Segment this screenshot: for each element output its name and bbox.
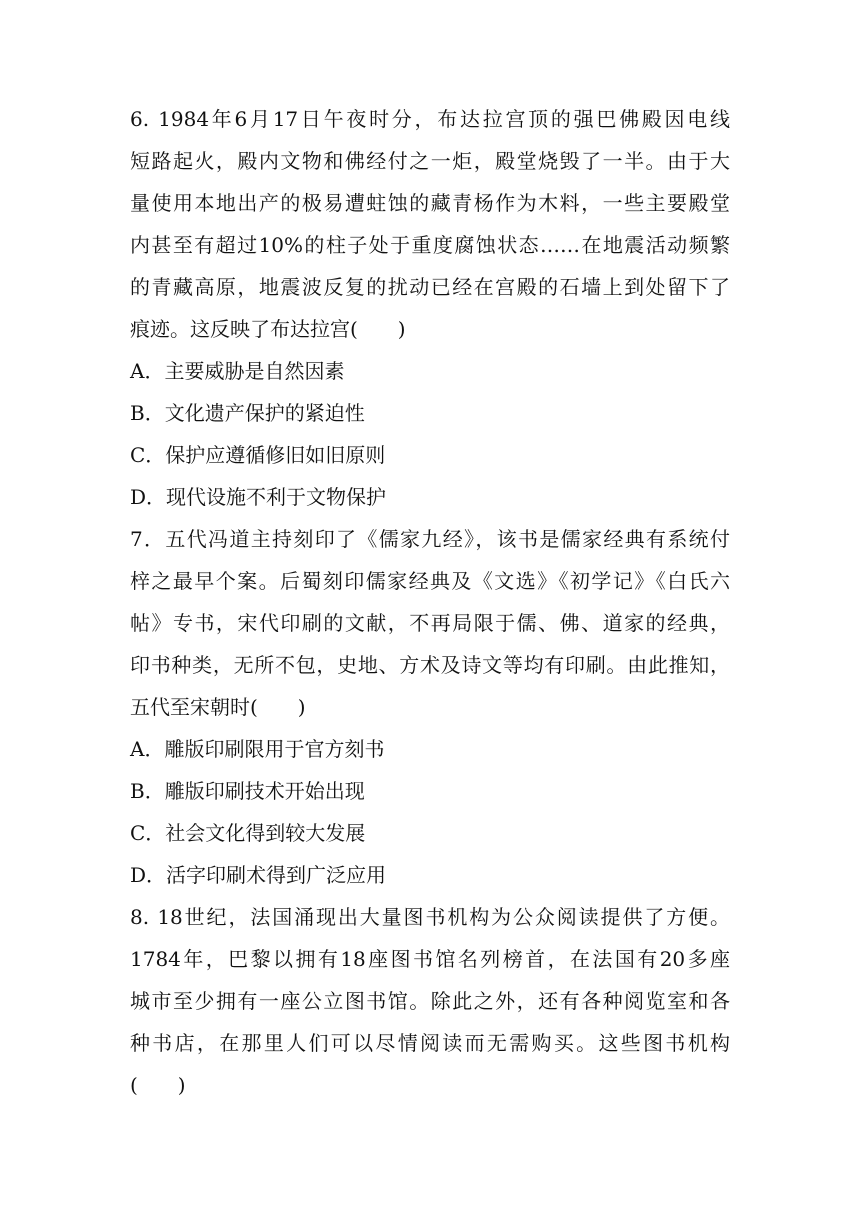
option-b: B．文化遗产保护的紧迫性 <box>130 401 365 425</box>
option-b: B．雕版印刷技术开始出现 <box>130 779 365 803</box>
question-stem-line: 五代至宋朝时( ) <box>130 695 306 719</box>
question-stem-line: ( ) <box>130 1073 186 1097</box>
question-stem-line: 7．五代冯道主持刻印了《儒家九经》，该书是儒家经典有系统付 <box>130 527 730 551</box>
question-7 <box>130 518 730 896</box>
question-stem-line: 痕迹。这反映了布达拉宫( ) <box>130 317 406 341</box>
option-c: C．保护应遵循修旧如旧原则 <box>130 443 386 467</box>
option-d: D．活字印刷术得到广泛应用 <box>130 863 387 887</box>
question-stem-line: 种书店，在那里人们可以尽情阅读而无需购买。这些图书机构 <box>130 1031 730 1055</box>
question-8 <box>130 896 730 1106</box>
option-a: A．雕版印刷限用于官方刻书 <box>130 737 385 761</box>
question-stem-line: 8. 18世纪，法国涌现出大量图书机构为公众阅读提供了方便。 <box>130 905 730 929</box>
question-stem-line: 内甚至有超过10%的柱子处于重度腐蚀状态……在地震活动频繁 <box>130 233 730 257</box>
question-stem-line: 城市至少拥有一座公立图书馆。除此之外，还有各种阅览室和各 <box>130 989 730 1013</box>
question-stem-line: 量使用本地出产的极易遭蛀蚀的藏青杨作为木料，一些主要殿堂 <box>130 191 730 215</box>
question-stem-line: 的青藏高原，地震波反复的扰动已经在宫殿的石墙上到处留下了 <box>130 275 730 299</box>
question-stem-line: 短路起火，殿内文物和佛经付之一炬，殿堂烧毁了一半。由于大 <box>130 149 730 173</box>
question-stem-line: 6. 1984年6月17日午夜时分，布达拉宫顶的强巴佛殿因电线 <box>130 107 730 131</box>
option-c: C．社会文化得到较大发展 <box>130 821 366 845</box>
question-stem-line: 梓之最早个案。后蜀刻印儒家经典及《文选》《初学记》《白氏六 <box>130 569 730 593</box>
option-d: D．现代设施不利于文物保护 <box>130 485 387 509</box>
option-a: A．主要威胁是自然因素 <box>130 359 345 383</box>
question-6 <box>130 98 730 518</box>
document-page <box>130 98 730 1106</box>
question-stem-line: 帖》专书，宋代印刷的文献，不再局限于儒、佛、道家的经典， <box>130 611 730 635</box>
question-stem-line: 印书种类，无所不包，史地、方术及诗文等均有印刷。由此推知， <box>130 653 730 677</box>
question-stem-line: 1784年，巴黎以拥有18座图书馆名列榜首，在法国有20多座 <box>130 947 730 971</box>
